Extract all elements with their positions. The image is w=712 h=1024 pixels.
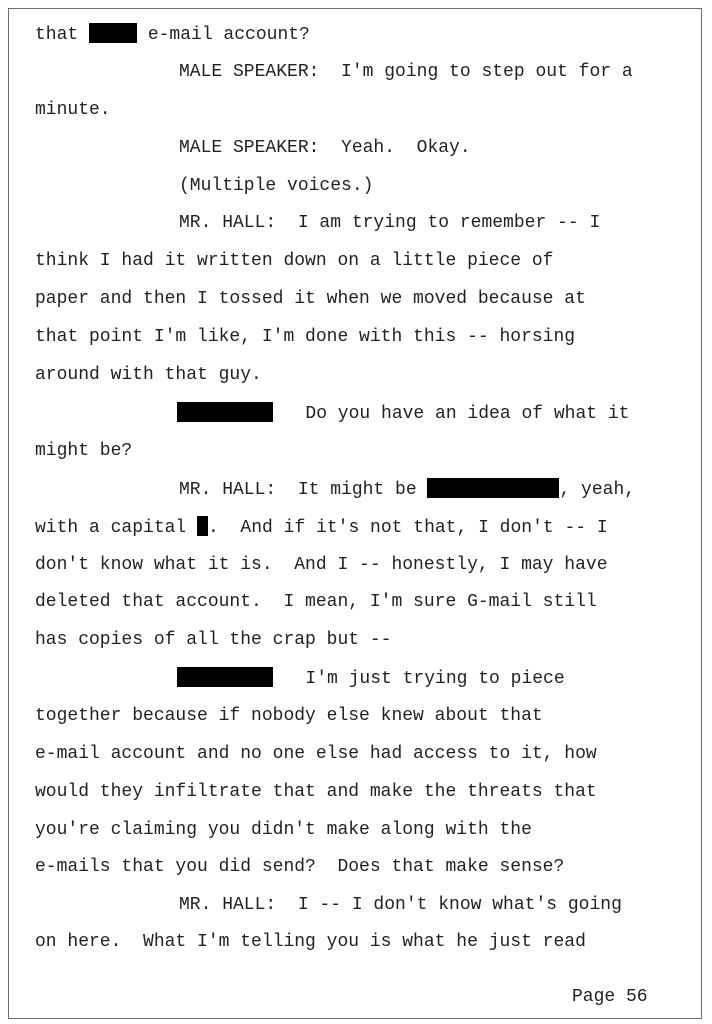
transcript-line: MR. HALL: It might be , yeah, [179,480,636,500]
transcript-line: that e-mail account? [35,25,310,45]
transcript-line: don't know what it is. And I -- honestly, I may have [35,555,608,575]
transcript-line: Do you have an idea of what it [177,402,629,425]
transcript-line: I'm just trying to piece [177,667,565,690]
transcript-line: e-mail account and no one else had access to it, how [35,744,597,764]
transcript-line: MALE SPEAKER: I'm going to step out for a [179,62,633,82]
transcript-line: MR. HALL: I am trying to remember -- I [179,213,601,233]
transcript-line: think I had it written down on a little piece of [35,251,554,271]
transcript-line: has copies of all the crap but -- [35,630,392,650]
transcript-line: (Multiple voices.) [179,176,374,196]
redaction-block [197,516,208,536]
transcript-line: paper and then I tossed it when we moved because at [35,289,586,309]
transcript-page [8,8,702,1019]
redaction-block [89,23,137,43]
transcript-line: MALE SPEAKER: Yeah. Okay. [179,138,471,158]
transcript-line: MR. HALL: I -- I don't know what's going [179,895,622,915]
transcript-line: deleted that account. I mean, I'm sure G-mail still [35,592,597,612]
transcript-line: would they infiltrate that and make the threats that [35,782,597,802]
transcript-line: on here. What I'm telling you is what he just read [35,932,586,952]
redaction-block [427,478,559,498]
transcript-line: with a capital . And if it's not that, I don't -- I [35,518,608,538]
transcript-line: you're claiming you didn't make along with the [35,820,532,840]
redaction-block [177,667,273,687]
transcript-line: around with that guy. [35,365,262,385]
redaction-block [177,402,273,422]
transcript-line: minute. [35,100,111,120]
transcript-line: might be? [35,441,133,461]
transcript-line: that point I'm like, I'm done with this -- horsing [35,327,576,347]
page-number: Page 56 [572,987,648,1007]
transcript-line: e-mails that you did send? Does that make sense? [35,857,565,877]
transcript-line: together because if nobody else knew about that [35,706,543,726]
